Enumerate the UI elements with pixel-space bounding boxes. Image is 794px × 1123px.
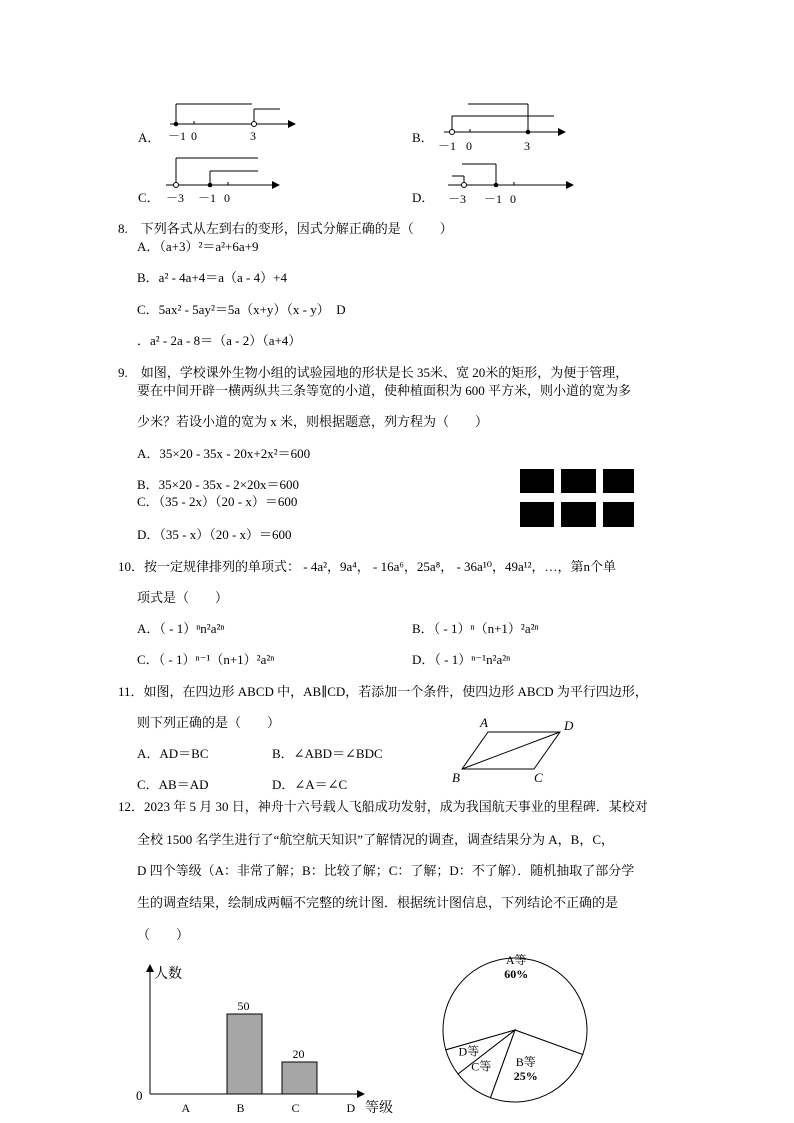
q11-stem-line2: 则下列正确的是（ ） (137, 715, 281, 730)
q9-stem-line1: 9. 如图，学校课外生物小组的试验园地的形状是长 35米、宽 20米的矩形，为便于管理， (118, 365, 629, 380)
q8-option-c: C．5ax² - 5ay²＝5a（x+y）（x - y） D (137, 302, 346, 317)
q7-d-tick-2: －1 (484, 192, 503, 206)
q10-option-b: B．（ - 1）ⁿ（n+1）²a²ⁿ (412, 621, 539, 636)
q7-b-label: B． (412, 130, 434, 145)
q7-option-c-number-line (130, 152, 300, 207)
q9-option-d: D．（35 - x）（20 - x）＝600 (137, 527, 292, 542)
q10-stem-line1: 10．按一定规律排列的单项式： - 4a²，9a⁴， - 16a⁶，25a⁸， - 36a¹⁰，49a¹²，…，第n个单 (118, 559, 617, 574)
q12-pie-chart (440, 955, 590, 1105)
q12-bar-chart (130, 958, 393, 1118)
q11-option-b: B．∠ABD＝∠BDC (272, 746, 383, 761)
origin-label: 0 (136, 1088, 143, 1103)
q9-option-a: A．35×20 - 35x - 20x+2x²＝600 (137, 446, 311, 461)
q7-option-d-number-line (408, 158, 578, 208)
q7-a-tick-3: 3 (250, 129, 256, 143)
pie-label-2: C等 (471, 1059, 492, 1074)
q8-option-a: A．（a+3）²＝a²+6a+9 (137, 239, 259, 254)
pie-label-3: D等 (458, 1044, 480, 1059)
q11-vertex-c: C (534, 770, 543, 785)
bar-B (227, 1014, 262, 1094)
bar-C (282, 1062, 317, 1094)
q12-stem-line2: 全校 1500 名学生进行了“航空航天知识”了解情况的调查，调查结果分为 A，B，C， (137, 832, 615, 847)
pie-percent-0: 60% (504, 967, 529, 982)
q9-stem-line3: 少米？若设小道的宽为 x 米，则根据题意，列方程为（ ） (137, 414, 489, 429)
q9-option-c: C．（35 - 2x）（20 - x）＝600 (137, 494, 298, 509)
data-label-B: 50 (237, 999, 250, 1013)
q10-option-a: A．（ - 1）ⁿn²a²ⁿ (137, 621, 225, 636)
y-axis-arrow (146, 964, 154, 972)
q7-option-a-number-line (130, 98, 300, 153)
y-axis-label: 人数 (154, 967, 182, 982)
q7-d-tick-3: 0 (510, 192, 516, 206)
pie-label-1: B等 (515, 1054, 536, 1069)
q11-option-a: A．AD＝BC (137, 746, 209, 761)
q7-c-tick-1: －3 (166, 191, 185, 205)
q9-option-b: B．35×20 - 35x - 2×20x＝600 (137, 477, 299, 492)
q12-stem-line5: （ ） (137, 927, 190, 942)
q10-stem-line2: 项式是（ ） (137, 590, 229, 605)
data-label-C: 20 (292, 1047, 305, 1061)
pie-label-0: A等 (505, 953, 527, 968)
x-tick-label-C: C (291, 1101, 300, 1115)
q12-stem-line1: 12．2023 年 5 月 30 日，神舟十六号载人飞船成功发射，成为我国航天事业的里程碑．某校对 (118, 799, 648, 814)
x-tick-label-D: D (346, 1101, 356, 1115)
x-axis-arrow (357, 1090, 365, 1098)
q7-c-tick-2: －1 (198, 191, 217, 205)
q12-stem-line4: 生的调查结果，绘制成两幅不完整的统计图．根据统计图信息，下列结论不正确的是 (137, 895, 619, 910)
q7-d-tick-1: －3 (448, 192, 467, 206)
q7-c-tick-3: 0 (224, 191, 230, 205)
q8-option-d: ．a² - 2a - 8＝（a - 2）（a+4） (137, 333, 302, 348)
q8-stem: 8. 下列各式从左到右的变形，因式分解正确的是（ ） (118, 221, 453, 236)
q7-a-label: A． (138, 130, 161, 145)
x-tick-label-A: A (181, 1101, 191, 1115)
q11-parallelogram-figure (450, 712, 585, 787)
q11-option-c: C．AB＝AD (137, 777, 209, 792)
q12-stem-line3: D 四个等级（A：非常了解；B：比较了解；C：了解；D：不了解）．随机抽取了部分学 (137, 863, 635, 878)
q10-option-c: C．（ - 1）ⁿ⁻¹（n+1）²a²ⁿ (137, 652, 275, 667)
q7-d-label: D． (412, 190, 435, 205)
x-axis-label: 等级 (365, 1101, 393, 1116)
q7-option-b-number-line (408, 98, 578, 153)
q10-option-d: D．（ - 1）ⁿ⁻¹n²a²ⁿ (412, 652, 511, 667)
q7-b-tick-1: －1 (438, 139, 457, 153)
q11-vertex-d: D (564, 718, 574, 733)
q11-vertex-b: B (452, 770, 460, 785)
q8-option-b: B．a² - 4a+4＝a（a - 4）+4 (137, 270, 287, 285)
q9-garden-figure (520, 469, 634, 527)
q9-stem-line2: 要在中间开辟一横两纵共三条等宽的小道，使种植面积为 600 平方米，则小道的宽为多 (137, 383, 632, 398)
q11-vertex-a: A (480, 715, 488, 730)
q7-c-label: C． (138, 190, 160, 205)
q7-b-tick-2: 0 (466, 139, 472, 153)
q7-b-tick-3: 3 (524, 139, 530, 153)
q7-a-tick-2: 0 (191, 129, 197, 143)
q7-a-tick-1: －1 (168, 129, 187, 143)
q11-stem-line1: 11．如图，在四边形 ABCD 中，AB∥CD，若添加一个条件，使四边形 ABCD 为平行四边形， (118, 684, 648, 699)
pie-percent-1: 25% (513, 1068, 538, 1083)
q11-option-d: D．∠A＝∠C (272, 777, 348, 792)
x-tick-label-B: B (236, 1101, 245, 1115)
